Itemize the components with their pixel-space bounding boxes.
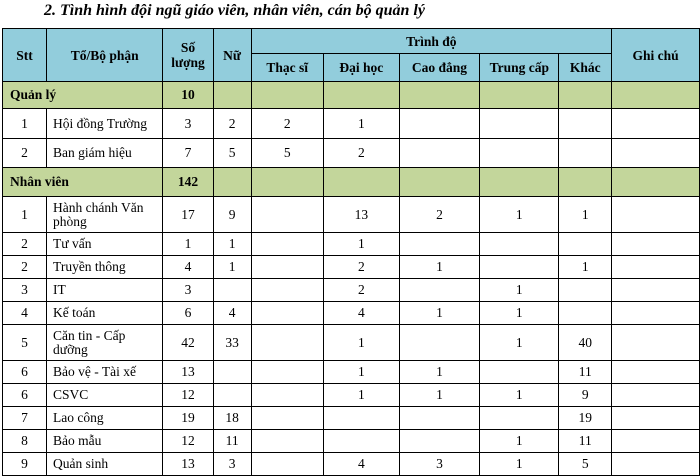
table-row — [3, 279, 700, 302]
row-department: Truyền thông — [47, 256, 163, 279]
row-level-university — [323, 407, 399, 430]
header-department: Tổ/Bộ phận — [47, 29, 163, 82]
row-count: 17 — [163, 197, 213, 233]
group-name: Nhân viên — [3, 168, 163, 197]
table-row — [3, 453, 700, 476]
row-level-college — [399, 430, 479, 453]
row-female: 18 — [213, 407, 251, 430]
group-empty-cell — [213, 82, 251, 109]
row-level-university: 1 — [323, 109, 399, 139]
header-stt: Stt — [3, 29, 47, 82]
group-count: 10 — [163, 82, 213, 109]
row-level-college — [399, 407, 479, 430]
row-stt: 2 — [3, 139, 47, 168]
table-row — [3, 139, 700, 168]
row-stt: 1 — [3, 197, 47, 233]
row-level-intermediate — [480, 407, 559, 430]
row-note — [612, 139, 700, 168]
header-female: Nữ — [213, 29, 251, 82]
header-level-other: Khác — [559, 54, 612, 82]
row-level-masters — [251, 325, 323, 361]
row-level-university: 1 — [323, 384, 399, 407]
row-count: 19 — [163, 407, 213, 430]
row-stt: 9 — [3, 453, 47, 476]
row-level-intermediate — [480, 233, 559, 256]
row-note — [612, 256, 700, 279]
group-empty-cell — [399, 168, 479, 197]
row-department: Hội đồng Trường — [47, 109, 163, 139]
row-department: Quản sinh — [47, 453, 163, 476]
row-level-intermediate: 1 — [480, 197, 559, 233]
row-level-other: 1 — [559, 197, 612, 233]
row-level-masters — [251, 302, 323, 325]
row-note — [612, 453, 700, 476]
row-note — [612, 302, 700, 325]
group-empty-cell — [612, 82, 700, 109]
table-row — [3, 197, 700, 233]
row-level-other: 1 — [559, 256, 612, 279]
row-level-college — [399, 233, 479, 256]
row-level-other — [559, 302, 612, 325]
row-note — [612, 109, 700, 139]
row-level-university: 1 — [323, 325, 399, 361]
staff-table — [2, 28, 700, 476]
row-female: 11 — [213, 430, 251, 453]
row-count: 6 — [163, 302, 213, 325]
row-count: 13 — [163, 453, 213, 476]
group-name: Quản lý — [3, 82, 163, 109]
row-level-college — [399, 139, 479, 168]
row-level-university: 2 — [323, 139, 399, 168]
table-row — [3, 407, 700, 430]
row-stt: 4 — [3, 302, 47, 325]
row-level-other: 40 — [559, 325, 612, 361]
row-female: 3 — [213, 453, 251, 476]
row-level-university: 13 — [323, 197, 399, 233]
header-level-college: Cao đẳng — [399, 54, 479, 82]
row-level-masters — [251, 453, 323, 476]
row-level-university: 4 — [323, 453, 399, 476]
header-level: Trình độ — [251, 29, 612, 54]
group-empty-cell — [251, 168, 323, 197]
header-level-intermediate: Trung cấp — [480, 54, 559, 82]
group-empty-cell — [480, 82, 559, 109]
row-level-masters — [251, 384, 323, 407]
section-title: 2. Tình hình đội ngũ giáo viên, nhân viên, cán bộ quản lý — [44, 2, 425, 19]
row-stt: 2 — [3, 256, 47, 279]
row-stt: 7 — [3, 407, 47, 430]
row-note — [612, 325, 700, 361]
row-level-university — [323, 430, 399, 453]
row-department: Bảo vệ - Tài xế — [47, 361, 163, 384]
table-row — [3, 109, 700, 139]
row-level-masters: 5 — [251, 139, 323, 168]
row-level-masters: 2 — [251, 109, 323, 139]
row-level-intermediate — [480, 139, 559, 168]
row-department: Hành chánh Văn phòng — [47, 197, 163, 233]
row-stt: 6 — [3, 361, 47, 384]
table-row — [3, 233, 700, 256]
table-row — [3, 302, 700, 325]
row-level-intermediate: 1 — [480, 430, 559, 453]
table-row — [3, 430, 700, 453]
row-level-university: 1 — [323, 361, 399, 384]
row-count: 3 — [163, 279, 213, 302]
row-note — [612, 233, 700, 256]
row-level-other — [559, 279, 612, 302]
row-level-university: 2 — [323, 256, 399, 279]
group-empty-cell — [612, 168, 700, 197]
row-count: 13 — [163, 361, 213, 384]
row-female: 4 — [213, 302, 251, 325]
table-row — [3, 256, 700, 279]
header-level-university: Đại học — [323, 54, 399, 82]
row-count: 12 — [163, 430, 213, 453]
group-row — [3, 168, 700, 197]
row-level-other: 5 — [559, 453, 612, 476]
row-count: 12 — [163, 384, 213, 407]
row-level-other — [559, 109, 612, 139]
row-level-intermediate: 1 — [480, 325, 559, 361]
row-stt: 1 — [3, 109, 47, 139]
table-row — [3, 361, 700, 384]
row-stt: 8 — [3, 430, 47, 453]
row-level-intermediate: 1 — [480, 384, 559, 407]
group-empty-cell — [213, 168, 251, 197]
row-department: Tư vấn — [47, 233, 163, 256]
row-level-college: 3 — [399, 453, 479, 476]
group-empty-cell — [323, 168, 399, 197]
row-level-masters — [251, 256, 323, 279]
row-level-intermediate: 1 — [480, 453, 559, 476]
row-level-college — [399, 325, 479, 361]
row-level-masters — [251, 233, 323, 256]
row-count: 1 — [163, 233, 213, 256]
row-note — [612, 279, 700, 302]
row-note — [612, 430, 700, 453]
row-department: Kế toán — [47, 302, 163, 325]
row-level-college: 1 — [399, 384, 479, 407]
row-count: 3 — [163, 109, 213, 139]
row-level-other: 11 — [559, 430, 612, 453]
row-level-other: 19 — [559, 407, 612, 430]
row-female: 2 — [213, 109, 251, 139]
row-level-masters — [251, 407, 323, 430]
row-level-university: 4 — [323, 302, 399, 325]
row-level-masters — [251, 197, 323, 233]
group-empty-cell — [559, 168, 612, 197]
group-count: 142 — [163, 168, 213, 197]
row-female — [213, 384, 251, 407]
header-level-masters: Thạc sĩ — [251, 54, 323, 82]
row-level-masters — [251, 361, 323, 384]
row-stt: 2 — [3, 233, 47, 256]
row-department: Căn tin - Cấp dưỡng — [47, 325, 163, 361]
row-stt: 6 — [3, 384, 47, 407]
row-female: 1 — [213, 233, 251, 256]
row-female: 1 — [213, 256, 251, 279]
row-level-college: 1 — [399, 256, 479, 279]
row-note — [612, 407, 700, 430]
group-empty-cell — [559, 82, 612, 109]
row-department: Lao công — [47, 407, 163, 430]
row-level-university: 1 — [323, 233, 399, 256]
row-note — [612, 384, 700, 407]
header-note: Ghi chú — [612, 29, 700, 82]
group-row — [3, 82, 700, 109]
row-level-other — [559, 233, 612, 256]
group-empty-cell — [251, 82, 323, 109]
row-stt: 5 — [3, 325, 47, 361]
row-count: 7 — [163, 139, 213, 168]
row-female: 5 — [213, 139, 251, 168]
row-level-intermediate — [480, 109, 559, 139]
row-level-college: 2 — [399, 197, 479, 233]
group-empty-cell — [323, 82, 399, 109]
row-note — [612, 361, 700, 384]
row-level-college — [399, 279, 479, 302]
group-empty-cell — [480, 168, 559, 197]
row-level-masters — [251, 430, 323, 453]
table-row — [3, 325, 700, 361]
row-stt: 3 — [3, 279, 47, 302]
row-female — [213, 361, 251, 384]
row-level-other — [559, 139, 612, 168]
header-count: Số lượng — [163, 29, 213, 82]
row-department: IT — [47, 279, 163, 302]
group-empty-cell — [399, 82, 479, 109]
row-count: 42 — [163, 325, 213, 361]
row-level-university: 2 — [323, 279, 399, 302]
row-note — [612, 197, 700, 233]
row-level-other: 11 — [559, 361, 612, 384]
row-level-intermediate — [480, 256, 559, 279]
row-department: Bảo mẫu — [47, 430, 163, 453]
row-department: CSVC — [47, 384, 163, 407]
row-department: Ban giám hiệu — [47, 139, 163, 168]
row-level-intermediate: 1 — [480, 279, 559, 302]
row-level-intermediate — [480, 361, 559, 384]
row-level-college: 1 — [399, 361, 479, 384]
row-count: 4 — [163, 256, 213, 279]
row-female: 9 — [213, 197, 251, 233]
row-female: 33 — [213, 325, 251, 361]
row-level-college: 1 — [399, 302, 479, 325]
row-level-college — [399, 109, 479, 139]
row-level-intermediate: 1 — [480, 302, 559, 325]
row-level-masters — [251, 279, 323, 302]
table-row — [3, 384, 700, 407]
row-level-other: 9 — [559, 384, 612, 407]
row-female — [213, 279, 251, 302]
